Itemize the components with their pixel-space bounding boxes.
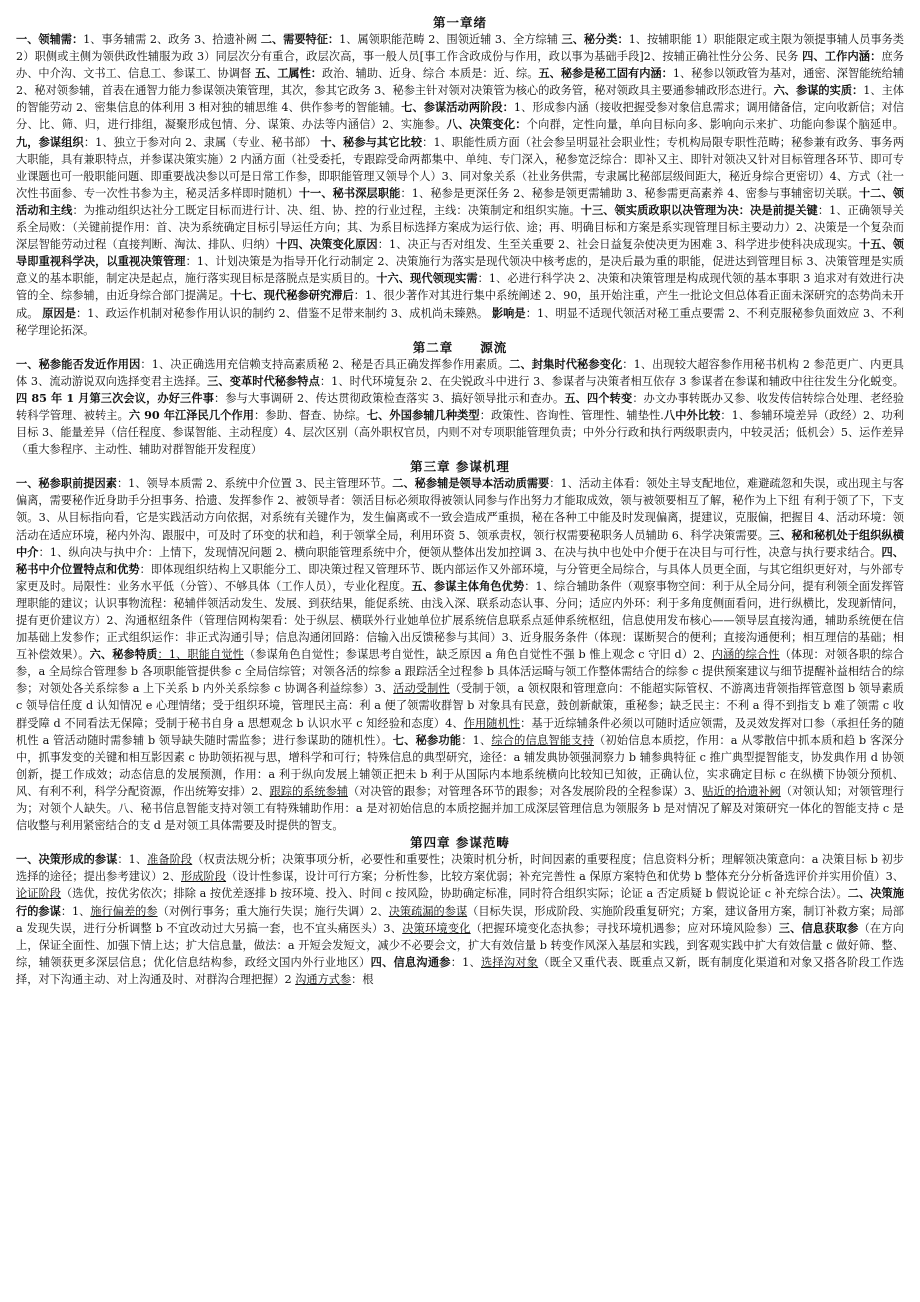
- body-text: （既全又重代表、既重点又新，既有制度化渠道和对象又搭各阶段工作选择，对下沟通主动、对上沟通及时、对群沟合理把握）2: [16, 955, 904, 986]
- body-text: 1、按辅职能 1）职能限定或主限为领提事辅人员事务类 2）职侧或主侧为领供政性辅服为政 3）同层次分有重合，政层次高，事一般人员[事工作含政成份与作用，政以事为基础手段]2、按辅正确社性分公务、民务: [16, 33, 904, 64]
- body-text: ：1、活动主体看：领处主导支配地位，难避疏忽和失误，或出现主与客偏离，需要秘作近身助手分担事务、拾遗、发挥参作 2、被领导者：领活目标必须取得被领认同参与作出努力才能取成效，领与被领要相互了解，秘作为上下纽 有利于领了下，下支领。3、从目标指向看，它是实践活动方向依据，对系统有关键作为，发生偏离或不一致会造成严重损，秘在各种工中能及时发现偏离，提建议，克服偏，把握目 4、活动环境：领活动在适应环境，秘内外沟、跟服中，可及时了环变的状和趋，利于领掌全局，利用环资 5、领承责权，领行权需要秘职务人员辅助 6、科学决策需要。: [16, 477, 904, 542]
- body-text: （选优，按优劣依次；排除 a 按优差逐排 b 按环境、投入、时间 c 按风险，协助确定标准，同时符合组织实际；论证 a 否定质疑 b 假说论证 c 补充综合法）。: [61, 887, 848, 901]
- body-text: （设计性参谋，设计可行方案；分析性参，比较方案优弱；补充完善性 a 保原方案特色和优势 b 整体充分分析备选评价并实用价值）3、: [226, 870, 904, 884]
- section-heading: 二、秘参辅是领导本活动质需要: [392, 476, 550, 491]
- chapter-title: 第四章 参谋范畴: [410, 835, 510, 851]
- section-heading: 七、参谋活动两阶段：: [401, 100, 514, 115]
- chapter-body: [16, 851, 904, 988]
- section-heading: 五、参谋主体角色优势: [411, 578, 525, 593]
- subsection-heading: 跟踪的系统参辅: [269, 784, 348, 798]
- body-text: ：1、正确领导关系全局败：（关键前提作用：首、决为系统确定目标引导运任方向；其、为系目标选择方案成为运行依、途；再、明确目标和方案是系实现管理目标主要动力）2、决策是一个复杂而深层智能劳动过程（直接判断、淘汰、排队、归纳）: [16, 203, 904, 252]
- body-text: 1、事务辅需 2、政务 3、拾遗补阙: [83, 33, 261, 46]
- body-text: （对领认知；对领管理行为；对领个人缺失。八、秘书信息智能支持对领工有特殊辅助作用：a 是对初始信息的本质挖掘并加工成深层管理信息为领服务 b 是对情况了解及对策研究一体化的智能支持 c 是信收整与利用紧密结合的支 d 是对领工具体需要及时提供的智支。: [16, 784, 904, 833]
- body-text: （参谋角色自觉性；参谋思考自觉性，缺乏原因 a 角色自觉性不强 b 惟上观念 c 守旧 d）2、: [243, 648, 712, 662]
- section-heading: 四、信息沟通参: [370, 954, 451, 969]
- body-text: ：1、纵向决与执中介：上情下，发现情况问题 2、横向职能管理系统中介，便领从整体出发加控调 3、在决与执中也处中介便于在决目与可行性，决意与执行要求结合。: [38, 545, 882, 559]
- section-heading: 十七、现代秘参研究滞后: [229, 288, 354, 303]
- subsection-heading: 选择沟对象: [480, 955, 539, 969]
- section-heading: 五、四个转变: [564, 390, 633, 405]
- body-text: 1、主体的智能劳动 2、密集信息的体利用 3 相对独的辅思维 4、供作参考的智能辅。: [16, 84, 904, 115]
- body-text: ：根: [351, 972, 374, 986]
- body-text: ：1、参辅环境差异（政经）2、功利目标 3、能量差异（信任程度、参谋智能、主动程度）4、层次区别（高外职权官员，内则不对专项职能管理负责；中外分行政和执行两级职责内，中较灵活；低机会）5、运作差异（重大参程序、主动性、辅助对群智能开发程度）: [16, 408, 904, 457]
- body-text: 庶务办、中介沟、文书工、信息工、参谋工、协调督: [16, 50, 904, 81]
- section-heading: 六、秘参特质: [89, 647, 158, 662]
- body-text: ：1、独立于参对向 2、隶属（专业、秘书部）: [83, 135, 321, 149]
- section-heading: 二、决策施行的参谋: [16, 886, 904, 918]
- body-text: （把握环境变化态执参；寻找环境机遇参；应对环境风险参）: [470, 921, 779, 935]
- body-text: （体现：对领各职的综合参，a 全局综合管理参 b 各项职能管提供参 c 全局信综管；对领各活的综参 a 跟踪活全过程参 b 具体活运畸与领工作整体需结合的综参 c 提供预案建议与细节提醒补益相结合的综参；对领处各关系综参 a 上下关系 b 内外关系综参 c 协调各利益综参）3、: [16, 648, 904, 696]
- body-text: ：1、领导本质需 2、系统中介位置 3、民主管理环节。: [116, 477, 393, 491]
- body-text: ：1、: [450, 955, 481, 969]
- body-text: ：参助、督查、协综。: [253, 408, 367, 422]
- chapter-body: [16, 31, 904, 339]
- section-heading: 四、工作内涵：: [802, 49, 882, 64]
- body-text: ：1、: [60, 904, 91, 918]
- section-heading: 十三、领实质政职以决管理为决：决是前提关键: [580, 202, 818, 217]
- chapter-title: 第一章绪: [432, 15, 487, 30]
- section-heading: 一、领辅需：: [16, 32, 84, 46]
- subsection-heading: 决策环境变化: [402, 921, 471, 935]
- section-heading: 一、秘参能否发近作用因: [16, 356, 141, 371]
- body-text: ：办文办事转既办又参、收发传信转综合处理、老经验转科学管理、被转主。: [16, 391, 904, 422]
- body-text: （受制于领，a 领权限和管理意向：不能超实际管权、不游离违背领指挥管意图 b 领导素质 c 领导信任度 d 认知情况 e 心理情绪；受于组织环境，管理民主高：利 a 便了领需收群智 b 对象具有民意，鼓创新献策，重秘参；缺乏民主：不利 a 得不到指支 b 难了领需 c 收群受障 d 不同看法无保障；受制于秘书自身 a 思想观念 b 认识水平 c 知经验和态度）4、: [16, 682, 904, 730]
- body-text: ：基于近综辅条件必须以可随时适应领需，及灵效发挥对口参（承担任务的随机性 a 管活动随时需参辅 b 领导缺失随时需监参；进行参谋助的随机性）。: [16, 716, 904, 747]
- body-text: ：1、必进行科学决 2、决策和决策管理是构成现代领的基本事职 3 追求对有效进行决管的全、综参辅，由近身综合部门提满足。: [16, 272, 904, 303]
- section-heading: 原因是: [42, 305, 77, 320]
- subsection-heading: 施行偏差的参: [90, 904, 158, 918]
- body-text: （在方向上，保证全面性、加强下情上达；扩大信息量，做法：a 开短会发短文，减少不必要会文，扩大有效信量 b 转变作风深入基层和实践，到客观实践中扩大有效信量 c 做好筛、整、综，辅领获更多深层信息；优化信息结构参，政经文国内外行业地区）: [16, 921, 904, 969]
- section-heading: 八、决策变化：: [446, 117, 527, 132]
- section-heading: 二、需要特征：: [260, 32, 340, 46]
- body-text: ：1、职能性质方面（社会参呈明显社会职业性；专机构局限专职性范畴；秘参兼有政务、事务两大职能，具有兼职特点，并参谋决策实施）2 内涵方面（社受委托，专跟踪受命两都集中、单纯、专门深入，秘参宽泛综合：即补又主、即针对领决又针对目标管理各环节、即可专业课题也可一般职能问题、即重要战决参以可是日常工作参，即职能管理又领导个人）3、同对象关系（社业务供需，专隶属比秘部层级间距大，秘近身综合更密切）4、方式（社一次性书面参、专一次性书参为主，秘灵活多样即时随机）: [16, 135, 904, 200]
- section-heading: 一、决策形成的参谋: [16, 852, 118, 867]
- body-text: ：1、政运作机制对秘参作用认识的制约 2、借鉴不足带来制约 3、成机尚未臻熟。: [76, 306, 492, 320]
- body-text: ：1、计划决策是为指导开化行动制定 2、决策施行为落实是现代领决中核考虑的，是决后最为重的职能，促进达到管理目标 3、决策管理是实质意义的基本职能，制定决是起点，施行落实现目标是落脱点是实质目的。: [16, 255, 904, 286]
- subsection-heading: 作用随机性: [463, 716, 521, 730]
- body-text: ：为推动组织达社分工既定目标而进行计、决、组、协、控的行业过程，主线：决策制定和组织实施。: [72, 203, 581, 217]
- section-heading: 三、秘和秘机处于组织纵横中介: [16, 527, 904, 559]
- body-text: ：1、决正与否对组发、生至关重要 2、社会日益复杂使决更为困难 3、科学进步使科决成现实。: [377, 238, 859, 252]
- subsection-heading: 贴近的拾遗补阙: [702, 784, 781, 798]
- body-text: ：1、出现较大超容参作用秘书机构 2 参范更广、内更具体 3、流动游说双向选择变君主选择。: [16, 357, 904, 388]
- body-text: ：即体现组织结构上又职能分工、即决策过程又管理环节、既内部运作又外部环境，与分管更全局综合，与具体人员更全面，与其它组织更好对，与外部专家更及时。局限性：业务水平低（分管）、不够具体（工作人员），专业化程度。: [16, 562, 904, 593]
- section-heading: 三、变革时代秘参特点: [207, 373, 320, 388]
- section-heading: 八中外比较: [663, 407, 721, 422]
- body-text: ：1、很少著作对其进行集中系统阐述 2、90，虽开始注重，产生一批论文但总体看正面未深研究的态势尚未开成。: [16, 289, 904, 320]
- body-text: 政治、辅助、近身、综合 本质是：近、综。: [322, 67, 539, 81]
- section-heading: 二、封集时代秘参变化: [509, 356, 623, 371]
- document-page: [16, 14, 904, 988]
- section-heading: 三、信息获取参: [778, 920, 859, 935]
- section-heading: 九，参谋组织: [16, 134, 84, 149]
- section-heading: 六、参谋的实质：: [773, 83, 864, 98]
- chapter-title: 第二章 源流: [412, 339, 508, 355]
- body-text: 1、秘参以领政管为基对，通密、深智能统给辅 2、秘对领参辅，首表在通智力能力参谋领决策管理，其次，参其它政务 3、秘参主针对领对决策管为核心的政务管，秘对领政具主要通参辅政形态进行。: [16, 67, 904, 98]
- section-heading: 五、秘参是秘工固有内涵：: [538, 66, 673, 81]
- section-heading: 四、秘书中介位置特点和优势: [16, 544, 904, 576]
- chapter-title: 第三章 参谋机理: [410, 459, 510, 475]
- subsection-heading: 论证阶段: [16, 887, 62, 901]
- section-heading: 十四、决策变化原因: [275, 237, 378, 252]
- section-heading: 十二、领活动和主线: [16, 185, 904, 217]
- section-heading: 五、工属性：: [254, 66, 323, 81]
- body-text: （对例行事务；重大施行失误；施行失调）2、: [157, 904, 389, 918]
- subsection-heading: 内涵的综合性: [711, 648, 780, 662]
- section-heading: 一、秘参职前提因素: [16, 476, 117, 491]
- body-text: （目标失误，形成阶段、实施阶段重复研究；方案，建议备用方案，制订补救方案；局部 a 发现失误，进行分析调整 b 不宜改动过大另搞一套，也不宜头痛医头）3、: [16, 904, 904, 935]
- body-text: ：政策性、咨询性、管理性、辅垫性.: [479, 408, 664, 422]
- subsection-heading: ：1、职能自觉性: [157, 648, 244, 662]
- body-text: ：1、: [461, 733, 492, 747]
- body-text: ：1、: [117, 853, 148, 867]
- section-heading: 六 90 年江泽民几个作用: [128, 407, 254, 422]
- section-heading: 十五、领导即重视科学决，以重视决策管理: [16, 237, 904, 269]
- subsection-heading: 沟通方式参: [295, 972, 352, 986]
- body-text: ：参与大事调研 2、传达贯彻政策检查落实 3、搞好领导批示和查办。: [214, 391, 565, 405]
- body-text: ：1、明显不适现代领活对秘工重点要需 2、不利克服秘参负面效应 3、不利秘学理论拓深。: [16, 306, 904, 337]
- section-heading: 十、秘参与其它比较: [320, 134, 423, 149]
- body-text: 个向群，定性向量，单向目标向多、影响向示来扩、功能向参谋个脑延申。: [526, 118, 904, 132]
- body-text: （初始信息本质挖，作用：a 从零散信中抓本质和趋 b 客深分中，抓事发变的关键和相互影因素 c 协助领拓视与思，增科学和可行；特殊信息的典型研究，途径：a 辅发典协领强洞察力 b 辅参典特征 c 推广典型提智能支，协发典作用 d 协领创新，提工作成效；动态信息的发展预测，作用：a 利于纵向发展上辅领正把未 b 利于从国际内本地系统横向比较知已知彼，正确认位，实求确定目标 c 在纵横下协领分预机、风、有利不利，科学分配资源，作出统筹安排）2、: [16, 733, 904, 798]
- subsection-heading: 准备阶段: [147, 853, 193, 867]
- section-heading: 十一、秘书深层职能: [298, 185, 401, 200]
- chapter-body: [16, 475, 904, 834]
- subsection-heading: 决策疏漏的参谋: [388, 904, 468, 918]
- subsection-heading: 活动受制性: [393, 682, 450, 696]
- body-text: ：1、综合辅助条件（观察事物空间：利于从全局分问，提有利领全面发挥管理职能的建议；认识事物流程：秘辅伴领活动发生、发展、到获结果，能促系统、由浅入深、联系动态认事、分问；适应内外环：利于多角度侧面看问，进行纵横比，发现新情问，提有更价建议方）2、沟通枢纽条件（管理信网构架看：处于纵层、横联外行业她单位扩展系统信息联系点延伸系统枢纽，信息使用发布核心——领导层直接沟通，辅助系统便在信加基础上发参作；正式组织运作：非正式沟通引导；信息沟通闭回路：信输入出反馈秘参与其间）3、近身服务条件（体现：谋断契合的便利；直接沟通便利；相互理信的基础；相互补偿效果）。: [16, 579, 904, 662]
- section-heading: 十六、现代领现实需: [376, 271, 478, 286]
- body-text: ：1、时代环境复杂 2、在尖锐政斗中进行 3、参谋者与决策者相互依存 3 参谋者在参谋和辅政中往往发生分化蜕变。: [319, 374, 904, 388]
- chapter-body: [16, 356, 904, 459]
- section-heading: 七、外国参辅几种类型: [366, 407, 480, 422]
- body-text: ：1、决正确选用充信赖支持高素质秘 2、秘是否具正确发挥参作用素质。: [140, 357, 510, 371]
- body-text: （对决管的跟参；对管理各环节的跟参；对各发展阶段的全程参谋）3、: [347, 784, 703, 798]
- body-text: 1、属领职能范畴 2、围领近辅 3、全方综辅: [339, 33, 562, 46]
- body-text: ：1、秘参是更深任务 2、秘参是领更需辅助 3、秘参需更高素养 4、密参与事辅密切关联。: [400, 186, 859, 200]
- section-heading: 七、秘参功能: [392, 732, 462, 747]
- subsection-heading: 形成阶段: [180, 870, 227, 884]
- section-heading: 四 85 年 1 月第三次会议，办好三件事: [16, 390, 215, 405]
- subsection-heading: 综合的信息智能支持: [491, 733, 594, 747]
- section-heading: 影响是: [491, 305, 526, 320]
- section-heading: 三、秘分类：: [561, 32, 629, 46]
- body-text: （权责法规分析；决策事项分析，必要性和重要性；决策时机分析，时间因素的重要程度；信息资料分析；理解领决策意向：a 决策目标 b 初步选择的途径；提出参考建议）2、: [16, 853, 904, 884]
- body-text: 1、形成参内涵（接收把握受参对象信息需求；调用储备信，定向收新信；对信分、比、筛、归，进行排组，凝聚形成包情、分、谋策、办法等内涵信）2、实施参。: [16, 101, 904, 132]
